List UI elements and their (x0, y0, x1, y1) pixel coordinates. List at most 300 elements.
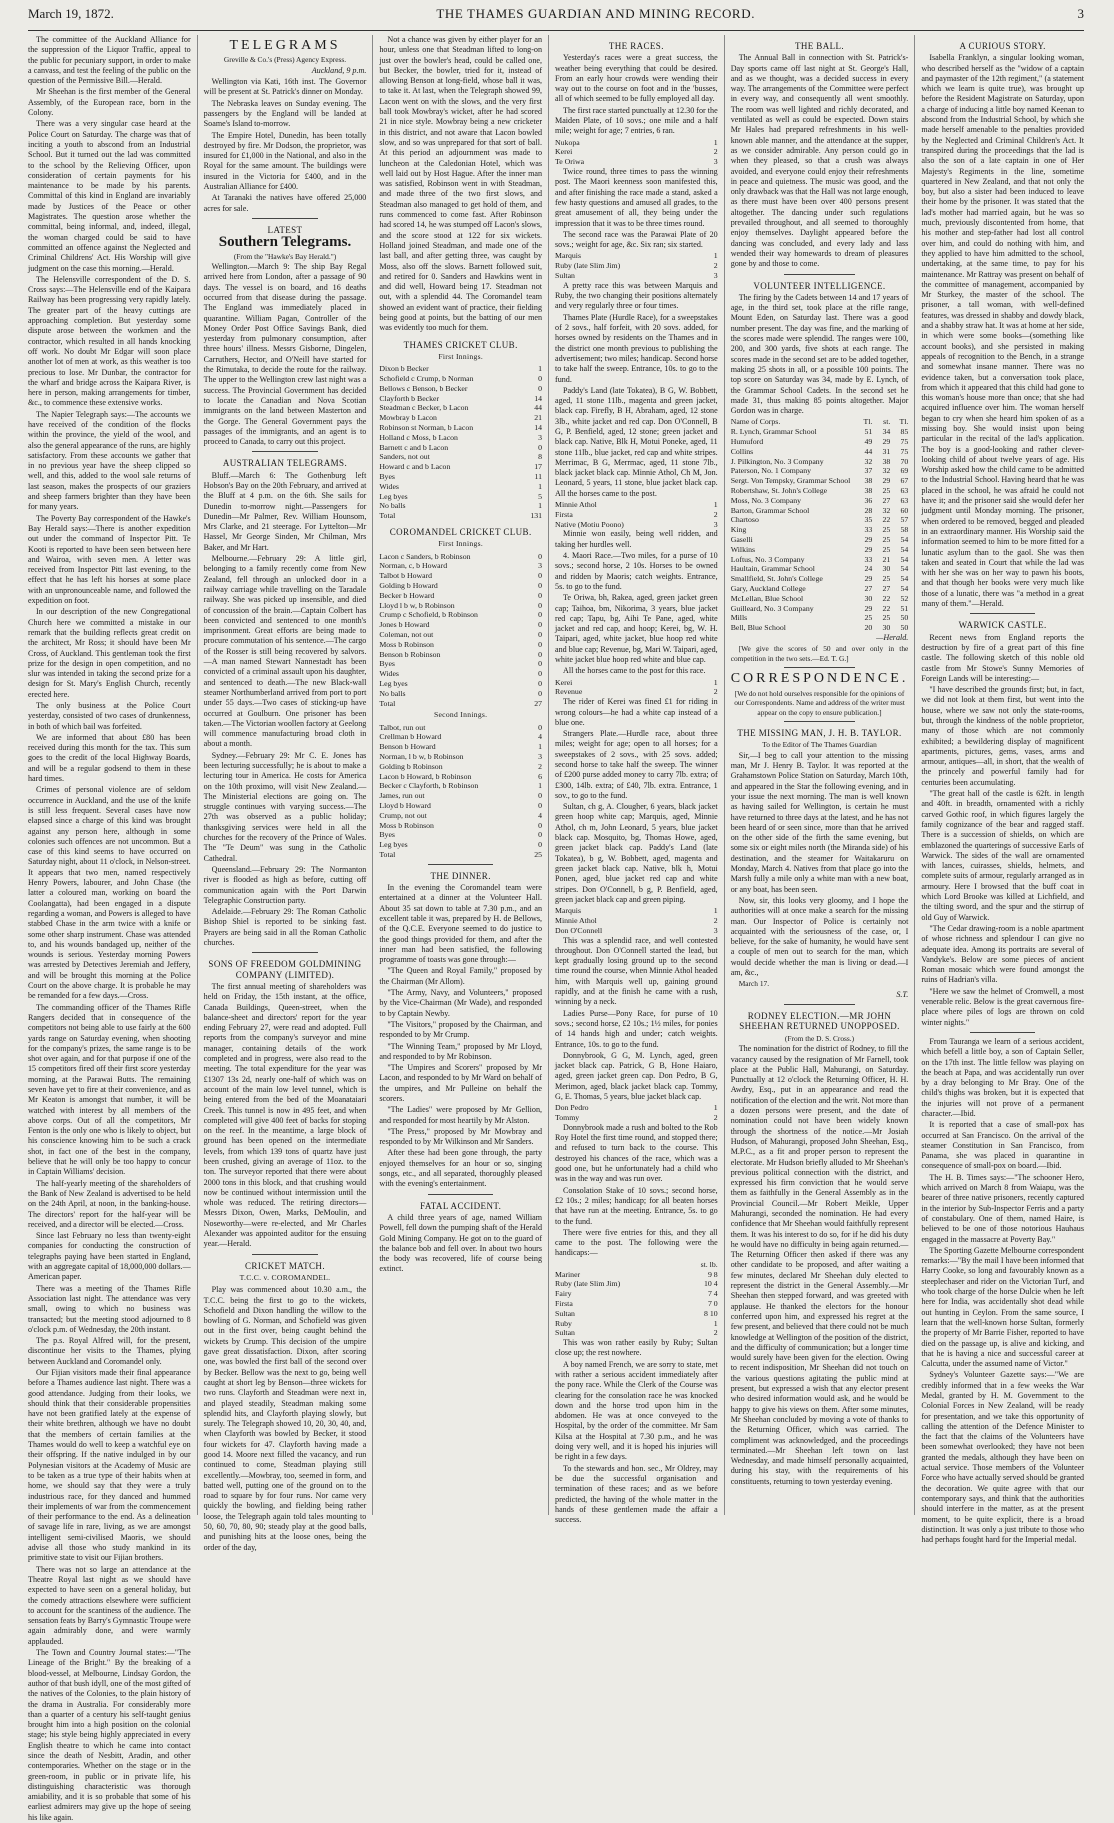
score-name: Holland c Moss, b Lacon (379, 432, 458, 442)
section-heading: THE MISSING MAN, J. H. B. TAYLOR. (737, 728, 902, 739)
section-heading: WARWICK CASTLE. (958, 620, 1047, 631)
volunteer-cell: 25 (864, 613, 873, 623)
score-value: 21 (534, 413, 543, 423)
volunteer-row (731, 613, 909, 623)
volunteer-header-cell: Tl. (863, 417, 873, 427)
volunteer-row (731, 535, 909, 545)
article-paragraph: "The Visitors," proposed by the Chairman, and responded to by Mr Crump. (379, 1019, 543, 1040)
score-row (379, 452, 542, 462)
volunteer-cell: 29 (864, 534, 873, 544)
score-total-label: Total (379, 698, 396, 708)
article-paragraph: The rider of Kerei was fined £1 for riding in wrong colours—he had a white cap instead of a blue one. (555, 697, 718, 727)
volunteer-cell: 32 (882, 505, 891, 515)
score-value: 0 (538, 659, 543, 669)
article-paragraph: Sir,—I beg to call your attention to the missing man, Mr J. Henry B. Taylor. It was reported at the Grahamstown Police Station on Saturday, March 10th, and appeared in the Star the following evening, and in your issue the next morning. The man is well known as having sailed for Wellington, is certain he must have returned to three days at the latest, and he has not been heard of or seen since, more than that he arrived on the other side of the firth the same evening, but some six or eight miles north (the Miranda side) of his destination, and the steamer for Waitakaruru on Monday, March 4. Natives from that place go into the Marsh fully a mile only a white man with a new boat, or any boat, has been seen. (730, 750, 909, 894)
article-paragraph: Twice round, three times to pass the winning post. The Maori keenness soon manifested this, and after finishing the race made a stand, asked a few hasty questions and amused all grades, to the great amusement of all, they being under the impression that it was to be three times round. (555, 167, 718, 228)
score-table (379, 364, 542, 521)
article-paragraph: (From the D. S. Cross.) (784, 1033, 855, 1043)
article-paragraph: [We give the scores of 50 and over only in the competition in the two sets.—Ed. T. G.] (730, 644, 909, 663)
score-name: Benson b Howard (379, 742, 436, 752)
column-2 (197, 35, 373, 1552)
handicap-table (555, 1260, 718, 1319)
score-row (379, 482, 542, 492)
article-paragraph: "The Queen and Royal Family," proposed by the Chairman (Mr Allom). (379, 966, 543, 986)
score-value: 8 (538, 452, 543, 462)
score-row (379, 501, 542, 511)
article-paragraph: After these had been gone through, the party enjoyed themselves for an hour or so, singing songs, etc., and all separated, thoroughly pleased with the evening's entertainment. (379, 1148, 543, 1189)
article-paragraph: Not a chance was given by either player for an hour, unless one that Steadman lifted to long-on just over the bowler's head, could be called one, but Becker, the bowler, tried for it, instead of allowing Benson at long-field, whose ball it was, to take it. At last, when the Telegraph showed 99, Lacon went on with the slows, and the very first ball took Mowbray's wicket, after he had scored 21 in nice style. Mowbray being a new cricketer in this district, and not aware that Lacon bowled slow, and so was unprepared for that sort of ball. At this period an adjournment was made to luncheon at the Caledonian Hotel, which was well laid out by Host Hague. After the inner man was satisfied, Robinson went in with Steadman, and made three of the two first slows, and Steadman also managed to get hold of them, and runs commenced to come fast. After Robinson had scored 14, he was stumped off Lacon's slows, and the score stood at 122 for six wickets. Holland joined Steadman, and made one of the last ball, and after getting three, was caught by Moss, also off the slows. Barnett followed suit, and retired for 0. Sanders and Hawkins went in and did well, Howard being 17. Steadman not out, with a splendid 44. The Coromandel team showed an evident want of practice, their fielding being good at points, but the batting of our men was evidently too much for them. (379, 35, 543, 333)
article-paragraph: This was won rather easily by Ruby; Sultan close up; the rest nowhere. (555, 1338, 718, 1358)
score-value: 0 (538, 629, 543, 639)
score-name: Don Pedro (555, 1103, 589, 1113)
volunteer-cell: Gary, Auckland College (730, 583, 806, 593)
volunteer-cell: 20 (864, 623, 873, 633)
volunteer-cell: 63 (900, 495, 909, 505)
volunteer-cell: 32 (882, 466, 891, 476)
handicap-row (555, 1279, 718, 1289)
section-subheading: T.C.C. v. COROMANDEL. (239, 1272, 331, 1282)
volunteer-cell: 22 (882, 593, 891, 603)
volunteer-cell: Mills (730, 613, 748, 623)
score-name: Schofield c Crump, b Norman (379, 374, 474, 383)
article-paragraph: The only business at the Police Court yesterday, consisted of two cases of drunkenness, in both of which bail was forfeited. (28, 701, 191, 731)
score-row (379, 413, 542, 423)
volunteer-row (731, 594, 909, 604)
score-value: 0 (538, 669, 543, 679)
volunteer-cell: 44 (864, 446, 873, 456)
score-name: Moss b Robinson (379, 820, 434, 830)
article-paragraph: From Tauranga we learn of a serious accident, which befell a little boy, a son of Captain Seller, on the 17th inst. The little fellow was playing on the beach at Papa, and was accidentally run over by a dray belonging to Mr Bray. One of the child's thighs was broken, but it is expected that the injuries will not prove of a permanent character.—Ibid. (921, 1036, 1084, 1118)
volunteer-header-cell: Tl. (899, 417, 909, 427)
score-row (555, 906, 718, 916)
score-row (379, 561, 542, 571)
section-divider (784, 721, 855, 722)
score-row (379, 742, 542, 752)
section-heading: THE BALL. (794, 41, 845, 51)
score-name: James, run out (379, 791, 425, 801)
score-name: Crump c Schofield, b Robinson (379, 610, 478, 620)
score-name: Te Oriwa (555, 157, 585, 167)
volunteer-cell: 54 (900, 564, 909, 574)
section-heading: THE RACES. (608, 41, 664, 51)
section-heading: THAMES CRICKET CLUB. (403, 339, 518, 350)
score-value: 0 (538, 820, 543, 830)
volunteer-cell: 25 (882, 534, 891, 544)
section-divider (252, 1254, 317, 1255)
article-paragraph: Yesterday's races were a great success, the weather being everything that could be desired. From an early hour crowds were wending their way out to the course on foot and in the 'busses, all of which seemed to be fully employed all day. (555, 53, 718, 104)
article-paragraph: "The Press," proposed by Mr Mowbray and responded to by Mr Wilkinson and Mr Sanders. (379, 1126, 543, 1147)
volunteer-row (731, 466, 909, 476)
article-paragraph: Wellington.—March 9: The ship Bay Regal arrived here from London, after a passage of 90 days. The vessel is on board, and 16 deaths occurred from that disease during the passage. The England was immediately placed in quarantine. William Pagan, Controller of the Money Order Post Office Savings Bank, died yesterday from pulmonary consumption, after three hours' illness. Messrs Gisborne, Dingelen, Carruthers, Hector, and O'Neill have started for the Rimutaka, to decide the route for the railway. The upper to the Wellington crew last night was a success. The Provincial Government has decided to locate the Canadian and Nova Scotian immigrants on the land between Masterton and the Gorge. The General Government pays the passages of the immigrants, and an agent is to proceed to Canada, to carry out this project. (203, 262, 367, 447)
volunteer-cell: 31 (882, 446, 891, 456)
article-paragraph: Queensland.—February 29: The Normanton river is flooded as high as before, cutting off communication again with the Port Darwin Telegraphic Construction party. (203, 864, 367, 905)
article-paragraph: "I have described the grounds first; but, in fact, we did not look at them first, but went into the house, where we saw not only the state-rooms, but, through the kindness of the noble proprietor, many of those which are not commonly exhibited; a bewildering display of magnificent apartments, pictures, gems, vases, arms and armour, antiques—all, in short, that the wealth of the princely and powerful family had for centuries been accumulating. (921, 685, 1084, 787)
article-paragraph: (From the "Hawke's Bay Herald.") (233, 251, 337, 261)
article-paragraph: The Town and Country Journal states:—"The Lineage of the Bright." By the breaking of a blood-vessel, at Melbourne, Lindsay Gordon, the author of that bush idyll, one of the most gifted of the natives of the Colonies, to the plain history of the drama in Australia. For considerably more than a quarter of a century his self-taught genius brought him into a high position on the colonial stage; his style being highly appreciated in every English theatre to which he came into contact since the death of Nesbitt, Aradin, and other contemporaries. Whether on the stage or in the green-room, in public or in private life, his distinguishing characteristic was thorough amiability, and it is so probable that some of his earliest admirers may give up the hope of seeing his like again. (28, 1648, 191, 1822)
score-value: 2 (713, 147, 718, 157)
score-total-label: Total (379, 511, 396, 521)
article-paragraph: Mr Sheehan is the first member of the General Assembly, of the European race, born in the Colony. (28, 87, 191, 118)
article-paragraph: To the Editor of The Thames Guardian (762, 740, 877, 750)
column-4 (548, 35, 724, 1525)
article-paragraph: In the evening the Coromandel team were entertained at a dinner at the Volunteer Hall. About 35 sat down to table at 7.30 p.m., and an excellent table it was, prepared by H. de Bellows, of the Q.C.E. Everyone seemed to do justice to the good things provided for them, and after the inner man had been satisfied, the following programme of toasts was gone through:— (379, 883, 543, 965)
score-row (379, 591, 542, 601)
score-name: Norman, c, b Howard (379, 561, 448, 571)
article-paragraph: Consolation Stake of 10 sovs.; second horse, £2 10s.; 2 miles; handicap; for all beaten horses that have run at the meeting. Entrance, 5s. to go to the fund. (555, 1185, 718, 1226)
volunteer-cell: Smallfield, St. John's College (730, 574, 823, 584)
score-row (379, 762, 542, 772)
volunteer-header-cell: st. (883, 417, 891, 427)
volunteer-cell: 30 (882, 564, 891, 574)
score-row (555, 510, 718, 520)
volunteer-cell: 67 (900, 476, 909, 486)
volunteer-cell: 63 (900, 485, 909, 495)
section-heading: AUSTRALIAN TELEGRAMS. (222, 458, 348, 469)
score-value: 14 (534, 422, 543, 432)
masthead (28, 6, 1084, 28)
score-value: 0 (538, 639, 543, 649)
volunteer-row (731, 457, 909, 467)
score-row (379, 364, 542, 374)
score-row (379, 581, 542, 591)
score-name: Marquis (555, 906, 582, 916)
score-name: No balls (379, 688, 406, 698)
article-paragraph: "The Winning Team," proposed by Mr Lloyd, and responded to by Mr Robinson. (379, 1041, 543, 1061)
score-row (379, 384, 542, 394)
score-value: 6 (538, 771, 543, 781)
volunteer-cell: 24 (864, 564, 873, 574)
handicap-horse: Firsta (555, 1298, 573, 1308)
score-row (379, 492, 542, 502)
score-row (379, 394, 542, 404)
score-name: Leg byes (379, 491, 408, 501)
volunteer-cell: Chartoso (730, 515, 759, 525)
section-heading: Southern Telegrams. (218, 234, 352, 251)
score-row (555, 916, 718, 926)
article-paragraph: The commanding officer of the Thames Rifle Rangers decided that in consequence of the competitors not being able to use fairly at the 600 yards range on Saturday evening, when shooting for the company's prizes, the same range is to be shot over again, and for that purpose if one of the 15 competitors fired off their first score yesterday morning, at the Parawai Butts. The remaining seven have yet to fire at their convenience, and as Mr Keaton is amongst that number, it will be watched with interest by all members of the above corps. Out of all the competitors, Mr Fenton is the only one who is likely to object, but his conscience knowing him to be such a crack shot, in fact one of the best in the company, believe that he will only be too happy to concur in Captain Williams' decision. (28, 1002, 191, 1177)
article-paragraph: Greville & Co.'s (Press) Agency Express. (223, 55, 347, 65)
section-subheading: Second Innings. (433, 710, 488, 720)
article-paragraph: The first race started punctually at 12.30 for the Maiden Plate, of 10 sovs.; one mile and a half mile; weight for age; 7 entries, 6 ran. (555, 105, 718, 136)
article-paragraph: "The Ladies" were proposed by Mr Gellion, and responded for most heartily by Mr Alston. (379, 1105, 543, 1125)
volunteer-cell: 29 (882, 436, 891, 446)
columns (28, 35, 1084, 1822)
score-value: 0 (538, 374, 543, 383)
volunteer-cell: 38 (882, 456, 891, 466)
handicap-row (555, 1270, 718, 1280)
score-row (379, 601, 542, 611)
score-value: 0 (538, 800, 543, 810)
score-row (379, 659, 542, 669)
score-row (555, 157, 718, 167)
newspaper-title: THE THAMES GUARDIAN AND MINING RECORD. (436, 6, 756, 21)
score-name: Firsta (555, 509, 573, 519)
score-name: Kerei (555, 677, 573, 687)
volunteer-cell: Sergt. Von Tempsky, Grammar School (730, 476, 851, 486)
section-heading: VOLUNTEER INTELLIGENCE. (753, 280, 886, 291)
volunteer-cell: King (730, 525, 747, 535)
score-value: 11 (534, 471, 543, 481)
score-row (379, 640, 542, 650)
article-paragraph: A boy named French, we are sorry to state, met with rather a serious accident immediately after the pony race. While the Clerk of the Course was clearing for the consolation race he was knocked down and the horse trod upon him in the abdomen. He was at once conveyed to the Hospital, by the order of the committee. Mr Sam Kilsa at the Hospital at 7.30 p.m., and he was doing very well, and it is hoped his injuries will be right in a few days. (555, 1359, 718, 1462)
section-heading: CRICKET MATCH. (245, 1260, 325, 1271)
handicap-row (555, 1289, 718, 1299)
score-value: 0 (538, 590, 543, 600)
volunteer-row (731, 496, 909, 506)
article-paragraph: The half-yearly meeting of the shareholders of the Bank of New Zealand is advertised to be held on the 24th April, at noon, in the banking-house. The directors' report for the half-year will be received, and a director will be elected.—Cross. (28, 1178, 191, 1229)
score-name: Barnett c and b Lacon (379, 442, 449, 452)
score-table (555, 1319, 718, 1339)
score-table (555, 500, 718, 529)
score-name: Norman, l b w, b Robinson (379, 751, 464, 761)
score-name: Native (Motiu Poono) (555, 519, 624, 529)
volunteer-cell: 57 (900, 515, 909, 525)
volunteer-header-cell: Name of Corps. (730, 417, 781, 427)
score-row (379, 811, 542, 821)
score-value: 1 (538, 364, 543, 374)
score-value: 44 (534, 403, 543, 413)
section-heading: FATAL ACCIDENT. (420, 1200, 502, 1211)
volunteer-cell: Collins (730, 446, 754, 456)
score-value: 3 (538, 561, 543, 571)
score-name: Ruby (555, 1318, 572, 1328)
score-row (555, 520, 718, 530)
volunteer-cell: 25 (882, 574, 891, 584)
section-divider (784, 667, 855, 668)
section-divider (784, 274, 855, 275)
score-total-value: 25 (534, 849, 543, 859)
score-table (379, 552, 542, 709)
score-value: 1 (538, 742, 543, 752)
score-row (379, 552, 542, 562)
section-heading: TELEGRAMS (229, 38, 341, 53)
score-name: Revenue (555, 687, 583, 697)
article-paragraph: There was a very singular case heard at the Police Court on Saturday. The charge was that of inciting a youth to abscond from an Industrial School. But it turned out the lad was committed to the school by the Relieving Officer, upon consideration of certain payments for his maintenance to be made by his parents. Committal of this kind in England are invariably made by Justices of the Peace or other Magistrates. The question arose whether the committal, being informal, and, indeed, illegal, the woman charged could be said to have committed an offence against the Neglected and Criminal Childrens' Act. His Worship will give judgment on the case this morning.—Herald. (28, 119, 191, 273)
volunteer-header-row (731, 417, 909, 427)
score-row (555, 1103, 718, 1113)
section-heading: THE DINNER. (430, 870, 491, 881)
article-paragraph: [We do not hold ourselves responsible for the opinions of our Correspondents. Name and address of the writer must appear on the copy to ensure publication.] (734, 688, 905, 717)
score-row (379, 443, 542, 453)
score-value: 14 (534, 393, 543, 403)
score-value: 1 (538, 481, 543, 491)
article-paragraph: "Here we saw the helmet of Cromwell, a most venerable relic. Below is the great cavernous fire-place where piles of logs are thrown on cold winter nights." (921, 986, 1084, 1027)
volunteer-cell: 25 (882, 613, 891, 623)
article-paragraph: Te Oriwa, bh, Rakea, aged, green jacket green cap; Taihoa, bm, Nikorima, 3 years, blue jacket red cap; Tapu, bg, Aihi Te Pane, aged, white jacket and red cap, and hoop; Kerei, bg, W. H. Taipari, aged, white jacket, blue hoop red white and blue cap; Revenue, bg, Mari W. Taipari, aged, white jacket blue hoop red white and blue cap. (555, 593, 718, 665)
score-row (379, 752, 542, 762)
volunteer-row (731, 574, 909, 584)
section-heading: LATEST (267, 224, 303, 235)
column-1 (28, 35, 197, 1822)
article-paragraph: The firing by the Cadets between 14 and 17 years of age, in the third set, took place at the rifle range, Mount Eden, on Saturday last. There was a good number present. The day was fine, and the marking of the scores made were splendid. The ranges were 100, 200, and 300 yards, five shots at each range. The scores made in the second set are to be added together, making 25 shots in all, or a possible 100 points. The top score on Saturday was 34, made by E. Lynch, of the Grammar School Cadets. In the second set he made 31, thus making 85 points altogether. Major Gordon was in charge. (730, 292, 909, 416)
handicap-weight: 9 8 (707, 1269, 718, 1279)
score-row (379, 571, 542, 581)
article-paragraph: There was not so large an attendance at the Theatre Royal last night as we should have expected to have seen on a general holiday, but the comedy attractions elsewhere were sufficient to account for the scantiness of the audience. The sensation feats by Barry's Gymnastic Troupe were again admirably done, and were warmly applauded. (28, 1564, 191, 1646)
score-row (555, 147, 718, 157)
volunteer-cell: 30 (864, 593, 873, 603)
score-total-value: 131 (530, 511, 543, 521)
score-value: 0 (538, 830, 543, 840)
score-name: Howard c and b Lacon (379, 462, 451, 472)
article-paragraph: Our Fijian visitors made their final appearance before a Thames audience last night. There was a good attendance. Judging from their looks, we should think that their considerable propensities have not been gratified lately at the expense of their white brethren, although we have no doubt that the members of certain families at the Thames would do well to keep a watchful eye on their offspring. If the native indulged in by our Polynesian visitors at the Academy of Music are to be taken as a true type of their habits when at home, we should say that they were a truly industrious race, for they danced and hummed their implements of war from the commencement of their performance to the end. As a delineation of savage life in rare, living, as we are amongst intelligent semi-civilised Maoris, we should advise all those who study mankind in its primitive state to visit our Fijian brothers. (28, 1368, 191, 1563)
score-name: Leg byes (379, 840, 408, 850)
volunteer-cell: 49 (864, 436, 873, 446)
score-name: Sultan (555, 271, 575, 281)
volunteer-row (731, 584, 909, 594)
article-paragraph: "The great hall of the castle is 62ft. in length and 40ft. in breadth, ornamented with a richly carved Gothic roof, in which figures largely the family cognizance of the bear and ragged staff. There is a succession of shields, on which are emblazoned the quarterings of successive Earls of Warwick. The sides of the wall are ornamented with lances, cuirasses, shields, helmets, and complete suits of armour, regularly arranged as in armoury. Here I browsed that the buff coat in which Lord Brooke was killed at Lichfield, and the tilting sword, and the spur and the stirrup of old Guy of Warwick. (921, 789, 1084, 922)
article-paragraph: We are informed that about £80 has been received during this month for the tax. This sum goes to the credit of the local Highway Boards, and will be a regular godsend to them in these hard times. (28, 732, 191, 784)
score-table (555, 251, 718, 280)
volunteer-cell: 34 (882, 427, 891, 437)
score-name: No balls (379, 501, 406, 511)
volunteer-cell: Gaselli (730, 534, 753, 544)
article-paragraph: There was a meeting of the Thames Rifle Association last night. The attendance was very small, owing to which no business was transacted; but the meeting stood adjourned to 8 o'clock p.m. of Wednesday, the 20th instant. (28, 1283, 191, 1334)
score-name: Golding b Robinson (379, 761, 443, 771)
score-row (379, 830, 542, 840)
article-paragraph: The Helensville correspondent of the D. S. Cross says:—The Helensville end of the Kaipara Railway has been progressing very rapidly lately. The greater part of the heavy cuttings are approaching completion. But yesterday some dispute arose between the workmen and the contractor, which resulted in all hands knocking off work. No doubt Mr Edgar will soon place another lot of men at work, as this weather is too precious to lose. Mr Dunbar, the contractor for the wharf and bridge across the Kaipara River, is here in person, making arrangements for timber, &c., to commence these extensive works. (28, 274, 191, 408)
score-name: Ruby (late Slim Jim) (555, 261, 621, 271)
article-paragraph: Minnie won easily, being well ridden, and taking her hurdles well. (555, 529, 718, 549)
article-paragraph: The H. B. Times says:—"The schooner Hero, which arrived on March 8 from Waiapu, was the bearer of three native prisoners, recently captured in the interior by Sub-Inspector Ferris and a party of constabulary. One of them, named Haire, is believed to be one of those notorious Hauhaus engaged in the massacre at Poverty Bay." (921, 1172, 1084, 1244)
score-name: Byes (379, 471, 395, 481)
score-name: Sanders, not out (379, 452, 430, 462)
volunteer-cell: 29 (882, 476, 891, 486)
section-heading: SONS OF FREEDOM GOLDMINING COMPANY (LIMITED). (208, 959, 362, 980)
section-heading: RODNEY ELECTION.—MR JOHN SHEEHAN RETURNED UNOPPOSED. (739, 1011, 900, 1032)
score-row (379, 781, 542, 791)
volunteer-cell: 33 (864, 554, 873, 564)
page-number: 3 (1077, 6, 1084, 21)
score-table (555, 138, 718, 167)
section-divider (252, 952, 317, 953)
score-name: Leg byes (379, 678, 408, 688)
handicap-header-cell (555, 1260, 700, 1270)
volunteer-cell: 27 (882, 583, 891, 593)
score-row (555, 138, 718, 148)
article-paragraph: Now, sir, this looks very gloomy, and I hope the authorities will at once make a search for the missing man. Our Inspector of Police is certainly not acquainted with the seriousness of the case, or, I believe, for the sake of humanity, he would have sent a couple of men out to search for the man, which would decide whether the man is living or dead.—I am, &c., (730, 895, 909, 978)
volunteer-row (731, 623, 909, 633)
article-paragraph: Wellington via Kati, 16th inst. The Governor will be present at St. Patrick's dinner on Monday. (203, 77, 367, 97)
handicap-weight: 7 0 (707, 1298, 718, 1308)
score-name: Lloyd l b w, b Robinson (379, 600, 455, 610)
score-total-row (379, 699, 542, 709)
score-name: Minnie Athol (555, 915, 597, 925)
handicap-horse: Sultan (555, 1308, 575, 1318)
volunteer-cell: 27 (864, 583, 873, 593)
score-row (379, 630, 542, 640)
score-name: Sultan (555, 1328, 575, 1338)
score-value: 0 (538, 551, 543, 561)
score-value: 2 (713, 915, 718, 925)
article-paragraph: Strangers Plate.—Hurdle race, about three miles; weight for age; open to all horses; for a sweepstakes of 2 sovs., with 25 sovs. added; second horse to take half the sweep. The winner of £200 purse added money to carry 7lb. extra; of £300, 14lb. extra; of £40, 7lb. extra. Entrance, 1 sov., to go to the fund. (555, 729, 718, 800)
score-value: 0 (538, 722, 543, 732)
score-name: Lloyd b Howard (379, 800, 431, 810)
handicap-weight: 7 4 (707, 1289, 718, 1299)
score-value: 0 (538, 571, 543, 581)
handicap-horse: Ruby (late Slim Jim) (555, 1279, 621, 1289)
score-name: Lacon b Howard, b Robinson (379, 771, 472, 781)
score-name: Crellman b Howard (379, 732, 442, 742)
section-divider (428, 1194, 493, 1195)
score-row (379, 801, 542, 811)
score-table (379, 723, 542, 860)
volunteer-cell: 29 (864, 544, 873, 554)
score-row (379, 689, 542, 699)
volunteer-cell: 51 (900, 603, 909, 613)
score-value: 2 (713, 509, 718, 519)
section-divider (784, 1004, 855, 1005)
score-value: 0 (538, 580, 543, 590)
volunteer-cell: Guilleard, No. 3 Company (730, 603, 814, 613)
article-paragraph: Sydney.—February 29: Mr C. E. Jones has been lecturing successfully; he is about to make a lecturing tour in America. He costs for America on the 10th proximo, will visit New Zealand.—The Ministerial elections are going on. The struggle continues with varying success.—The 27th was observed as a public holiday; thanksgiving services were held in all the churches for the recovery of the Prince of Wales. The "Te Deum" was sung in the Catholic Cathedral. (203, 750, 367, 863)
volunteer-cell: 22 (882, 515, 891, 525)
score-value: 0 (538, 620, 543, 630)
volunteer-cell: 60 (900, 505, 909, 515)
article-paragraph: Play was commenced about 10.30 a.m., the T.C.C. being the first to go to the wickets, Schofield and Dixon handling the willow to the bowling of G. Norman, and Schofield was given out in the first over, being caught behind the wickets by Crump. This decision of the umpire gave great dissatisfaction. Dixon, after scoring one, was bowled the first ball of the second over by Becker. Bellow was the next to go, being well caught at short leg by Benson—three wickets for two runs. Clayforth and Steadman were next in, and played steadily, Steadman making some splendid hits, and Clayforth playing slowly, but surely. The Telegraph showed 10, 20, 30, 40, and, when Clayforth was bowled by Becker, it stood four wickets for 47. Clayforth having made a good 14. Moore next filled the vacancy, and run continued to come, Steadman playing still excellently.—Mowbray, too, seemed in form, and batted well, putting one of the ground on to the road to square by for four runs. Nor came very quickly the bowling, and fielding being rather loose, the Telegraph again told tales mounting to 50, 60, 70, 80, 90; steady play at the good balls, and punishing hits at the loose ones, being the order of the day, (203, 1285, 367, 1552)
volunteer-cell: 36 (864, 495, 873, 505)
volunteer-cell: Paterson, No. 1 Company (730, 466, 812, 476)
volunteer-cell: 70 (900, 456, 909, 466)
score-value: 1 (713, 1103, 718, 1113)
article-paragraph: To the stewards and hon. sec., Mr Oldrey, may be due the successful organisation and termination of these races; and as we before predicted, the having of the whole matter in the hands of these gentlemen made the affair a success. (555, 1463, 718, 1525)
score-name: Dixon b Becker (379, 364, 429, 374)
score-value: 1 (713, 251, 718, 261)
article-paragraph: The Napier Telegraph says:—The accounts we have received of the condition of the flocks within the province, the yield of the wool, and also the general appearance of the runs, are highly satisfactory. From these accounts we gather that in no previous year have the sheep clipped so well, and this, added to the wool sale returns of last season, makes the prospects of our graziers and sheep farmers brighter than they have been for many years. (28, 409, 191, 512)
volunteer-cell: 38 (864, 485, 873, 495)
score-value: 0 (538, 649, 543, 659)
score-name: Wides (379, 669, 399, 679)
volunteer-cell: Robertshaw, St. John's College (730, 485, 828, 495)
article-paragraph: This was a splendid race, and well contested throughout. Don O'Connell started the lead, but kept gradually losing ground up to the second time round the course, when Minnie Athol headed him, with Marquis well up, gaining ground rapidly, and at the finish he came with a rush, winning by a neck. (555, 935, 718, 1007)
volunteer-cell: 51 (864, 427, 873, 437)
score-value: 0 (538, 678, 543, 688)
article-paragraph: Ladies Purse—Pony Race, for purse of 10 sovs.; second horse, £2 10s.; 1½ miles, for ponies of 14 hands high and under; catch weights. Entrance, 10s. to go to the fund. (555, 1008, 718, 1049)
article-paragraph: The committee of the Auckland Alliance for the suppression of the Liquor Traffic, appeal to the public for pecuniary support, in order to make a canvass, and test the feeling of the public on the question of the Permissive Bill.—Herald. (28, 35, 191, 86)
volunteer-cell: Loftus, No. 3 Company (730, 554, 805, 564)
volunteer-cell: 27 (882, 495, 891, 505)
score-name: Talbot b Howard (379, 571, 433, 581)
volunteer-cell: 25 (882, 525, 891, 535)
article-paragraph: Crimes of personal violence are of seldom occurrence in Auckland, and the use of the knife is still less frequent. Several cases have now elapsed since a charge of this kind was brought against any person here, although in some colonies such offences are not uncommon. But a case of this kind seems to have occurred on Saturday night, about 11 o'clock, in Nelson-street. It appears that two men, named respectively Henry Powers, labourer, and John Chase (the latter a coloured man, working on board the Coolangatta), had been engaged in a dispute regarding a woman, and Powers is alleged to have stabbed Chase in the arm twice with a knife or some other sharp instrument. Chase was attended to, and his wounds bandaged up, neither of the wounds is serious. Yesterday morning Powers was arrested by Detectives Jeremiah and Jeffery, and will be brought this morning at the Police Court on the above charge. It is probable he may be remanded for a few days.—Cross. (28, 785, 191, 1001)
article-paragraph: 4. Maori Race.—Two miles, for a purse of 10 sovs.; second horse, 2 10s. Horses to be owned and ridden by Maoris; catch weights. Entrance, 5s. to go to the fund. (555, 551, 718, 591)
score-row (555, 678, 718, 688)
volunteer-cell: Haultain, Grammar School (730, 564, 815, 574)
article-paragraph: A pretty race this was between Marquis and Ruby, the two changing their positions alternately and very regularly three or four times. (555, 280, 718, 311)
score-value: 4 (538, 810, 543, 820)
score-row (379, 679, 542, 689)
volunteer-cell: Bell, Blue School (730, 623, 786, 633)
score-value: 2 (713, 1328, 718, 1338)
volunteer-cell: 22 (882, 603, 891, 613)
score-value: 3 (538, 751, 543, 761)
article-paragraph: "The Cedar drawing-room is a noble apartment of whose richness and splendour I can give no adequate idea. Among its portraits are several of Vandyke's. Below are some pieces of ancient Roman mosaic which were found amongst the ruins of Hadrian's villa. (921, 923, 1084, 985)
score-value: 2 (713, 261, 718, 271)
score-value: 5 (538, 491, 543, 501)
score-value: 3 (713, 519, 718, 529)
score-value: 0 (538, 610, 543, 620)
handicap-header-cell: st. lb. (700, 1259, 718, 1269)
volunteer-row (731, 486, 909, 496)
handicap-header-row (555, 1260, 718, 1270)
score-row (379, 423, 542, 433)
score-value: 0 (538, 791, 543, 801)
score-value: 17 (534, 462, 543, 472)
volunteer-cell: 32 (864, 456, 873, 466)
handicap-weight: 10 4 (704, 1279, 718, 1289)
score-value: 3 (713, 157, 718, 167)
volunteer-cell: 54 (900, 544, 909, 554)
article-paragraph: Thames Plate (Hurdle Race), for a sweepstakes of 2 sovs., half forfeit, with 20 sovs. added, for horses owned by residents on the Thames and in the district one month previous to publishing the advertisement; two miles; handicap. Second horse to take half the sweep. Entrance, 10s. to go to the fund. (555, 312, 718, 384)
